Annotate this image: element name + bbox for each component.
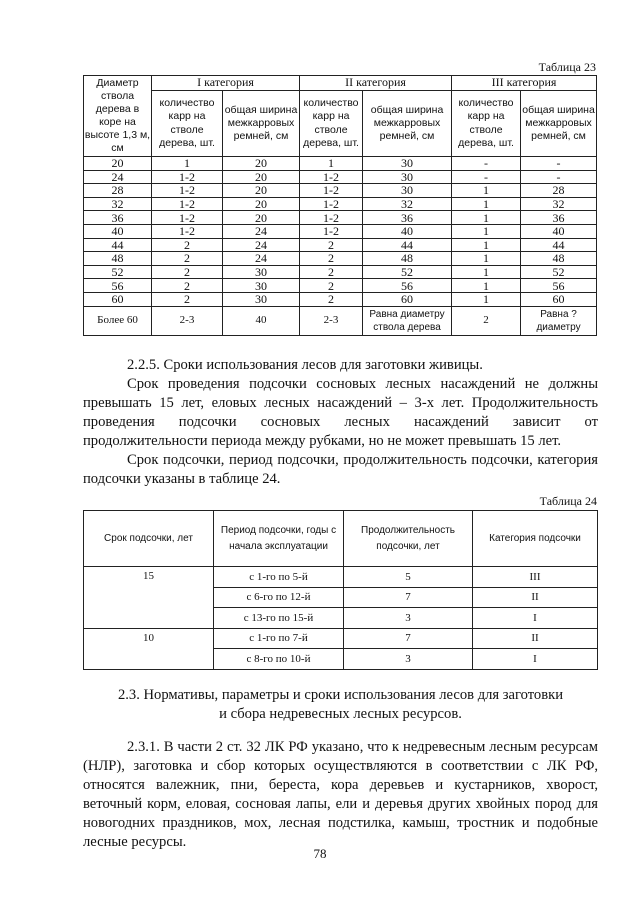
- section-225: [83, 356, 598, 489]
- table-cell: III: [473, 567, 598, 588]
- table-row: [84, 211, 597, 225]
- table-cell: I: [473, 649, 598, 670]
- table-cell: 30: [363, 184, 452, 198]
- table-cell: 2: [152, 292, 223, 306]
- table-cell: 5: [344, 567, 473, 588]
- table-cell: 36: [521, 211, 597, 225]
- table-cell: 1-2: [152, 211, 223, 225]
- table-cell: -: [521, 170, 597, 184]
- table-cell: 60: [363, 292, 452, 306]
- table-cell: 1-2: [300, 170, 363, 184]
- table-24: [83, 510, 598, 670]
- section-23-heading-line2: и сбора недревесных лесных ресурсов.: [219, 706, 462, 722]
- table-cell: II: [473, 587, 598, 608]
- table-cell: Равна ? диаметру: [521, 306, 597, 335]
- term-cell: 10: [84, 628, 214, 669]
- table-cell: с 1-го по 5-й: [214, 567, 344, 588]
- table-cell: с 13-го по 15-й: [214, 608, 344, 629]
- table-cell: 1-2: [300, 224, 363, 238]
- table-cell: 44: [84, 238, 152, 252]
- header-diameter: Диаметр ствола дерева в коре на высоте 1,3 м, см: [84, 76, 152, 157]
- table-cell: 1: [452, 197, 521, 211]
- table-23: [83, 75, 597, 336]
- header-period: Период подсочки, годы с начала эксплуатации: [214, 511, 344, 567]
- table-cell: 1-2: [152, 197, 223, 211]
- table-row: [84, 292, 597, 306]
- table-cell: 2: [300, 265, 363, 279]
- table-cell: 20: [223, 197, 300, 211]
- term-cell: 15: [84, 567, 214, 629]
- table-cell: 2: [300, 292, 363, 306]
- table-cell: 20: [84, 157, 152, 171]
- section-225-para1: Срок проведения подсочки сосновых лесных насаждений не должны превышать 15 лет, еловых лесных насаждений – 3-х лет. Продолжительность проведения подсочки сосновых лесных насаждений зависит от продолжительности периода между рубками, но не может превышать 15 лет.: [83, 376, 598, 449]
- section-23-heading: [83, 686, 598, 724]
- table-row: [84, 170, 597, 184]
- table-cell: 52: [521, 265, 597, 279]
- header-count-cat3: количество карр на стволе дерева, шт.: [452, 91, 521, 157]
- table-cell: 2-3: [152, 306, 223, 335]
- table-cell: 1-2: [152, 184, 223, 198]
- table-cell: 20: [223, 157, 300, 171]
- table-cell: 32: [363, 197, 452, 211]
- table-cell: 1: [452, 238, 521, 252]
- table-row: [84, 567, 598, 588]
- table-cell: 1: [452, 184, 521, 198]
- table-cell: -: [452, 170, 521, 184]
- table-cell: 24: [84, 170, 152, 184]
- table-cell: 52: [84, 265, 152, 279]
- table-cell: 1-2: [300, 197, 363, 211]
- table-cell: 44: [363, 238, 452, 252]
- table-row: [84, 224, 597, 238]
- table-cell: 1: [452, 224, 521, 238]
- table-row: [84, 238, 597, 252]
- table-row: [84, 306, 597, 335]
- table-cell: -: [521, 157, 597, 171]
- table-cell: 7: [344, 628, 473, 649]
- header-category-1: I категория: [152, 76, 300, 91]
- header-count-cat1: количество карр на стволе дерева, шт.: [152, 91, 223, 157]
- table-cell: 2: [152, 265, 223, 279]
- table-cell: 3: [344, 649, 473, 670]
- table-cell: 24: [223, 224, 300, 238]
- table-row: [84, 157, 597, 171]
- table-cell: 48: [521, 252, 597, 266]
- table-cell: 1: [452, 211, 521, 225]
- section-225-title: 2.2.5. Сроки использования лесов для заготовки живицы.: [127, 357, 483, 373]
- table-cell: 2: [300, 252, 363, 266]
- table24-caption: Таблица 24: [539, 494, 597, 508]
- table-cell: 1-2: [300, 211, 363, 225]
- header-category-2: II категория: [300, 76, 452, 91]
- header-duration: Продолжительность подсочки, лет: [344, 511, 473, 567]
- table-cell: 20: [223, 170, 300, 184]
- table-cell: 30: [223, 292, 300, 306]
- table-cell: 56: [363, 279, 452, 293]
- table-cell: с 6-го по 12-й: [214, 587, 344, 608]
- table-cell: 44: [521, 238, 597, 252]
- table23-body: [84, 157, 597, 336]
- header-width-cat2: общая ширина межкарровых ремней, см: [363, 91, 452, 157]
- header-term: Срок подсочки, лет: [84, 511, 214, 567]
- table-cell: 1: [300, 157, 363, 171]
- table-cell: I: [473, 608, 598, 629]
- table-cell: 30: [363, 170, 452, 184]
- table-cell: с 1-го по 7-й: [214, 628, 344, 649]
- table-cell: 52: [363, 265, 452, 279]
- table-cell: 48: [363, 252, 452, 266]
- table23-caption: Таблица 23: [538, 60, 596, 74]
- table-cell: 28: [84, 184, 152, 198]
- table-cell: 32: [521, 197, 597, 211]
- table-cell: 7: [344, 587, 473, 608]
- table-cell: 2: [300, 279, 363, 293]
- table-cell: 56: [521, 279, 597, 293]
- table-cell: 24: [223, 252, 300, 266]
- section-225-para2: Срок подсочки, период подсочки, продолжительность подсочки, категория подсочки указаны в таблице 24.: [83, 452, 598, 487]
- table-row: [84, 184, 597, 198]
- table-cell: 30: [363, 157, 452, 171]
- table-cell: 30: [223, 279, 300, 293]
- table-cell: 1: [452, 265, 521, 279]
- header-count-cat2: количество карр на стволе дерева, шт.: [300, 91, 363, 157]
- table-cell: 36: [84, 211, 152, 225]
- table-cell: 24: [223, 238, 300, 252]
- section-23-heading-line1: 2.3. Нормативы, параметры и сроки использования лесов для заготовки: [117, 687, 564, 703]
- table-cell: Более 60: [84, 306, 152, 335]
- table-cell: 20: [223, 211, 300, 225]
- table-row: [84, 197, 597, 211]
- header-category: Категория подсочки: [473, 511, 598, 567]
- table-cell: 1: [452, 252, 521, 266]
- section-231: [83, 738, 598, 852]
- table-cell: -: [452, 157, 521, 171]
- table-cell: 30: [223, 265, 300, 279]
- table-cell: 1-2: [152, 170, 223, 184]
- table24-body: [84, 567, 598, 670]
- table-cell: 2: [300, 238, 363, 252]
- table-cell: 2: [152, 252, 223, 266]
- table-cell: 2: [152, 279, 223, 293]
- table-cell: 20: [223, 184, 300, 198]
- table-cell: 32: [84, 197, 152, 211]
- page-number: 78: [313, 846, 327, 861]
- table-cell: 2: [452, 306, 521, 335]
- table-row: [84, 628, 598, 649]
- table-cell: 40: [84, 224, 152, 238]
- header-width-cat3: общая ширина межкарровых ремней, см: [521, 91, 597, 157]
- table-cell: 2-3: [300, 306, 363, 335]
- table-cell: 40: [363, 224, 452, 238]
- table-cell: 36: [363, 211, 452, 225]
- table-cell: 40: [223, 306, 300, 335]
- table-cell: 28: [521, 184, 597, 198]
- section-231-para: 2.3.1. В части 2 ст. 32 ЛК РФ указано, что к недревесным лесным ресурсам (НЛР), заготовка и сбор которых осуществляются в соответствии с ЛК РФ, относятся валежник, пни, береста, кора деревьев и кустарников, хворост, веточный корм, еловая, сосновая лапы, ели и деревья других хвойных пород для новогодних праздников, мох, лесная подстилка, камыш, тростник и подобные лесные ресурсы.: [83, 739, 598, 850]
- table-cell: 3: [344, 608, 473, 629]
- table-cell: с 8-го по 10-й: [214, 649, 344, 670]
- table-cell: 1: [452, 292, 521, 306]
- table-row: [84, 252, 597, 266]
- table-cell: 60: [84, 292, 152, 306]
- table-cell: 1: [152, 157, 223, 171]
- table-cell: 1-2: [152, 224, 223, 238]
- table-cell: 2: [152, 238, 223, 252]
- table-cell: II: [473, 628, 598, 649]
- table-cell: 56: [84, 279, 152, 293]
- table-row: [84, 279, 597, 293]
- table-cell: Равна диаметру ствола дерева: [363, 306, 452, 335]
- table-cell: 60: [521, 292, 597, 306]
- table-cell: 1-2: [300, 184, 363, 198]
- header-width-cat1: общая ширина межкарровых ремней, см: [223, 91, 300, 157]
- table-cell: 48: [84, 252, 152, 266]
- header-category-3: III категория: [452, 76, 597, 91]
- table-cell: 1: [452, 279, 521, 293]
- table-row: [84, 265, 597, 279]
- table-cell: 40: [521, 224, 597, 238]
